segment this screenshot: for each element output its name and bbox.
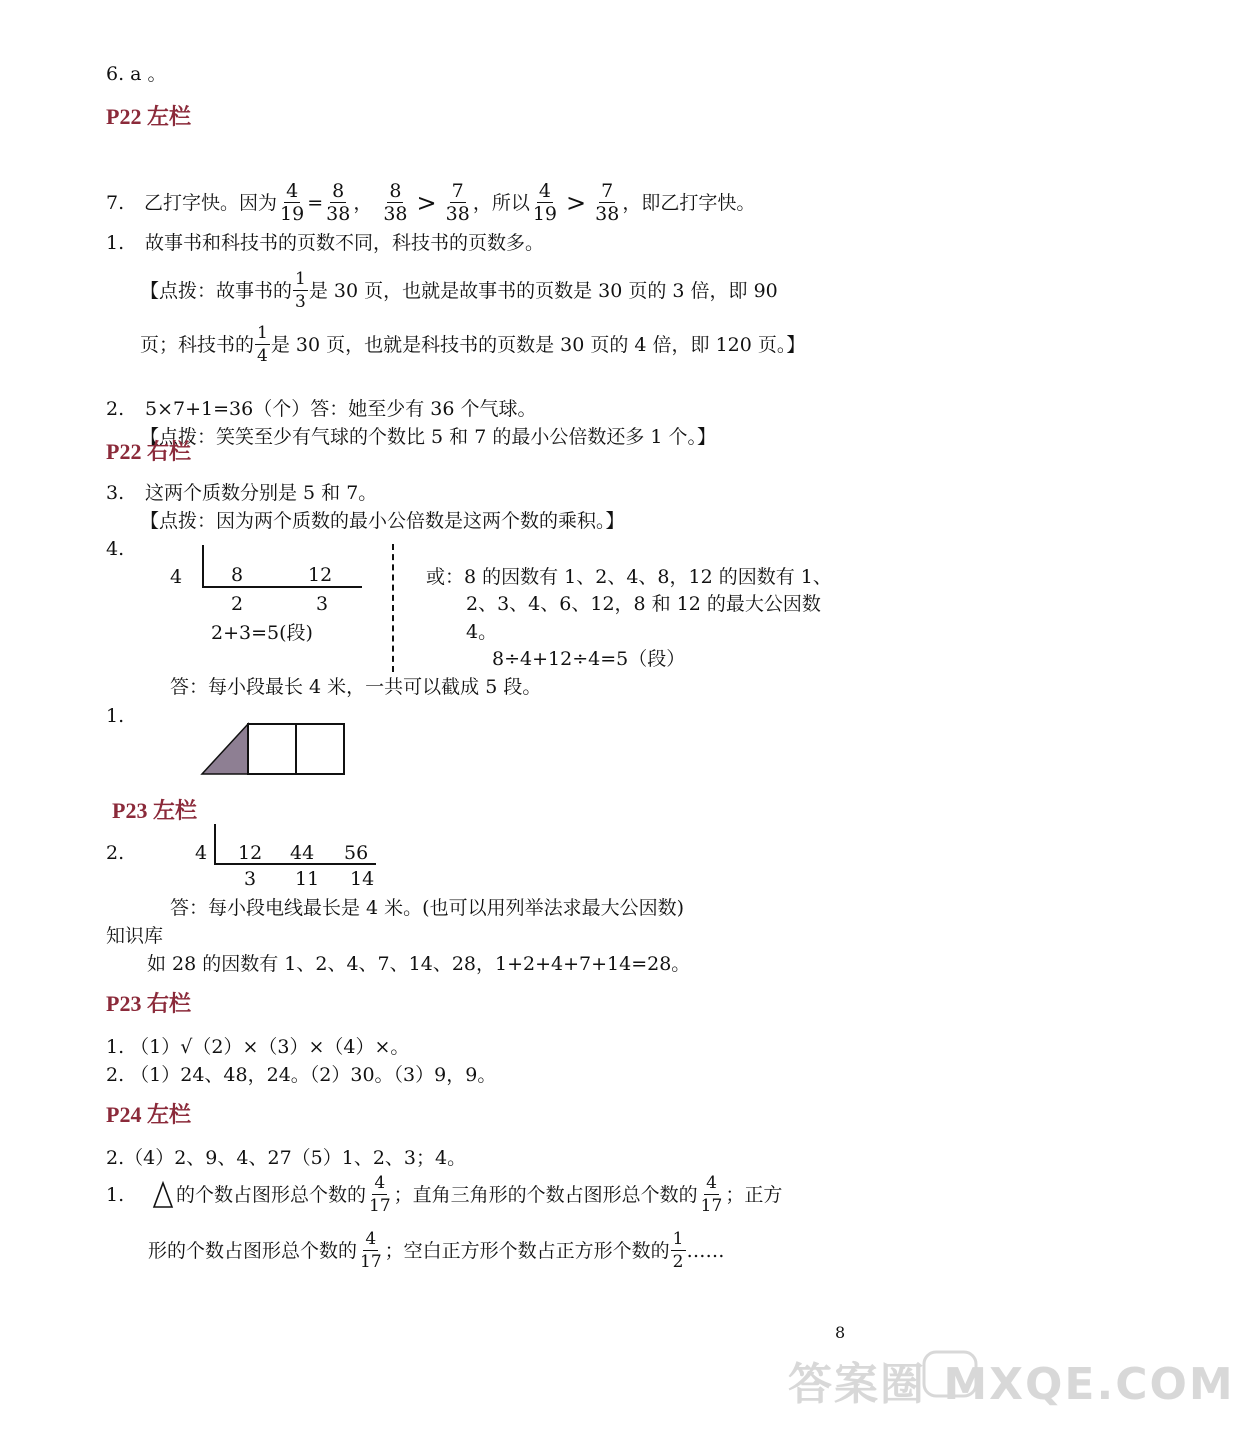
answer-1-number: 1.: [106, 232, 125, 254]
denominator: 38: [383, 203, 408, 225]
denominator: 17: [700, 1196, 723, 1216]
alt-method-line-4: 8÷4+12÷4=5（段）: [492, 648, 686, 670]
ladder-vertical-line: [214, 824, 216, 864]
fraction: [381, 180, 409, 225]
hint-1-line-1: [140, 268, 778, 313]
fraction: [293, 268, 308, 313]
denominator: 2: [672, 1252, 684, 1272]
fraction: [699, 1172, 725, 1217]
answer-6: 6. a 。: [106, 63, 167, 85]
numerator: 4: [538, 180, 551, 202]
knowledge-text: 如 28 的因数有 1、2、4、7、14、28，1+2+4+7+14=28。: [147, 953, 691, 975]
fraction: [278, 180, 306, 225]
fraction: [593, 180, 621, 225]
watermark-text: 答案圈 MXQE.COM: [788, 1359, 1235, 1410]
section-heading-p24-left: P24 左栏: [106, 1102, 191, 1127]
answer-1b-number: 1.: [106, 705, 125, 727]
answer-3-number: 3.: [106, 482, 125, 504]
denominator: 19: [280, 203, 305, 225]
numerator: 7: [451, 180, 464, 202]
answer-7: [106, 180, 755, 225]
denominator: 38: [445, 203, 470, 225]
text: 页；科技书的: [140, 333, 255, 356]
numerator: 4: [286, 180, 299, 202]
ladder-sum: 2+3=5(段): [211, 622, 313, 644]
text: 形的个数占图形总个数的: [148, 1239, 358, 1262]
numerator: 4: [706, 1173, 717, 1193]
numerator: 4: [365, 1229, 377, 1249]
ladder-bottom-value: 11: [295, 868, 320, 890]
answer-3-text: 这两个质数分别是 5 和 7。: [145, 482, 378, 504]
denominator: 17: [369, 1196, 391, 1216]
hint-2: 【点拨：笑笑至少有气球的个数比 5 和 7 的最小公倍数还多 1 个。】: [140, 426, 717, 448]
p23-right-answer-2: 2. （1）24、48，24。（2）30。（3）9，9。: [106, 1064, 497, 1086]
numerator: 1: [257, 323, 268, 343]
answer-2-number: 2.: [106, 398, 125, 420]
ladder-vertical-line: [202, 545, 204, 587]
alt-method-line-3: 4。: [466, 621, 498, 643]
square: [296, 724, 344, 774]
text: 是 30 页，也就是科技书的页数是 30 页的 4 倍，即 120 页。】: [270, 333, 806, 356]
ladder-bottom-value: 14: [350, 868, 375, 890]
ladder-top-value: 56: [344, 842, 369, 864]
numerator: 4: [374, 1173, 386, 1193]
answer-4-conclusion: 答：每小段最长 4 米，一共可以截成 5 段。: [170, 676, 542, 698]
numerator: 8: [389, 180, 402, 202]
answer-1-text: 故事书和科技书的页数不同，科技书的页数多。: [145, 232, 545, 254]
numerator: 1: [295, 269, 306, 289]
text: 的个数占图形总个数的: [176, 1183, 367, 1206]
text: 是 30 页，也就是故事书的页数是 30 页的 3 倍，即 90: [308, 279, 778, 302]
answer-2-text: 5×7+1=36（个）答：她至少有 36 个气球。: [145, 398, 537, 420]
text: ，所以: [472, 191, 530, 214]
triangle-icon: [152, 1181, 174, 1209]
hint-3: 【点拨：因为两个质数的最小公倍数是这两个数的乘积。】: [140, 510, 625, 532]
p24-left-answer-2: 2.（4）2、9、4、27（5）1、2、3；4。: [106, 1147, 467, 1169]
text: 【点拨：故事书的: [140, 279, 293, 302]
numerator: 7: [601, 180, 614, 202]
ladder-top-value: 44: [290, 842, 315, 864]
text: >: [416, 188, 437, 217]
text: 乙打字快。因为: [144, 191, 278, 214]
square: [248, 724, 296, 774]
text: ，即乙打字快。: [622, 191, 756, 214]
ladder-top-value: 12: [308, 564, 333, 586]
denominator: 4: [257, 346, 268, 366]
denominator: 38: [595, 203, 620, 225]
fraction: [367, 1172, 393, 1217]
denominator: 19: [532, 203, 558, 225]
text: >: [566, 188, 587, 217]
page-number: 8: [835, 1323, 846, 1342]
section-heading-p22-left: P22 左栏: [106, 104, 191, 129]
fraction: [255, 322, 270, 367]
text: ；空白正方形个数占正方形个数的: [384, 1239, 670, 1262]
item-number: 1.: [106, 1183, 125, 1206]
fraction: [444, 180, 472, 225]
p23-right-answer-1: 1. （1）√（2）×（3）×（4）×。: [106, 1036, 410, 1058]
hint-1-line-2: [140, 322, 805, 367]
numerator: 1: [672, 1229, 684, 1249]
dashed-divider: [392, 544, 394, 672]
section-heading-p23-left: P23 左栏: [112, 798, 197, 823]
item-number: 7.: [106, 191, 125, 214]
answer-4-number: 4.: [106, 538, 125, 560]
ladder-top-value: 12: [238, 842, 263, 864]
alt-method-line-2: 2、3、4、6、12，8 和 12 的最大公因数: [466, 593, 821, 615]
section-heading-p23-right: P23 右栏: [106, 991, 191, 1016]
p24-left-answer-1-line-2: [148, 1228, 725, 1273]
shaded-rectangle-figure: [196, 720, 350, 778]
fraction: [671, 1228, 686, 1273]
fraction: [324, 180, 352, 225]
denominator: 3: [295, 292, 306, 312]
ladder-top-value: 8: [231, 564, 244, 586]
knowledge-title: 知识库: [106, 925, 164, 947]
p24-left-answer-1-line-1: [106, 1172, 782, 1217]
text: ；正方: [725, 1183, 783, 1206]
ladder-bottom-value: 2: [231, 593, 244, 615]
text: ；直角三角形的个数占图形总个数的: [393, 1183, 698, 1206]
denominator: 38: [326, 203, 351, 225]
text: ……: [686, 1239, 725, 1262]
text: =: [307, 191, 324, 214]
watermark-logo: [748, 1346, 1235, 1430]
numerator: 8: [332, 180, 345, 202]
section-heading-p22-right: P22 右栏: [106, 439, 191, 464]
ladder-bottom-value: 3: [316, 593, 329, 615]
fraction: [358, 1228, 384, 1273]
answer-2b-conclusion: 答：每小段电线最长是 4 米。(也可以用列举法求最大公因数): [170, 897, 684, 919]
ladder-divisor: 4: [170, 566, 183, 588]
alt-method-line-1: 或：8 的因数有 1、2、4、8，12 的因数有 1、: [426, 566, 832, 588]
shaded-triangle: [202, 724, 248, 774]
ladder-bottom-value: 3: [244, 868, 257, 890]
denominator: 17: [360, 1252, 382, 1272]
fraction: [531, 180, 559, 225]
text: ，: [353, 191, 373, 214]
ladder-horizontal-line: [202, 586, 362, 588]
ladder-divisor: 4: [195, 842, 208, 864]
answer-2b-number: 2.: [106, 842, 125, 864]
